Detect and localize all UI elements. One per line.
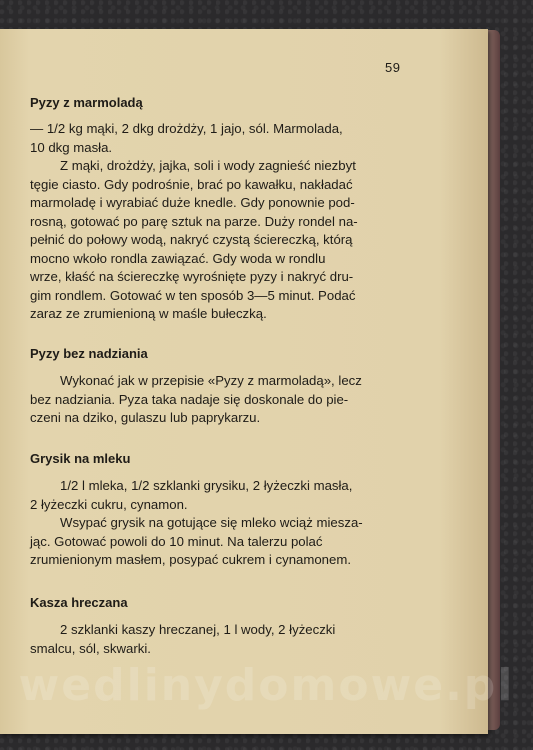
ingredients-paragraph <box>30 477 412 514</box>
instructions-paragraph <box>30 372 412 428</box>
text-line: wrze, kłaść na ściereczkę wyrośnięte pyzy i nakryć dru- <box>30 269 354 284</box>
text-line: rosną, gotować po parę sztuk na parze. Duży rondel na- <box>30 213 358 229</box>
text-line: 2 łyżeczki cukru, cynamon. <box>30 496 188 512</box>
text-line: Z mąki, drożdży, jajka, soli i wody zagnieść niezbyt <box>60 158 356 173</box>
text-line: 10 dkg masła. <box>30 139 113 155</box>
ingredients-paragraph <box>30 621 412 658</box>
text-line: zrumienionym masłem, posypać cukrem i cynamonem. <box>30 552 352 567</box>
text-line: smalcu, sól, skwarki. <box>30 640 151 656</box>
page-number: 59 <box>385 60 401 75</box>
text-line: gim rondlem. Gotować w ten sposób 3—5 minut. Podać <box>30 287 356 303</box>
text-line: 2 szklanki kaszy hreczanej, 1 l wody, 2 łyżeczki <box>60 622 336 637</box>
text-line: bez nadziania. Pyza taka nadaje się doskonale do pie- <box>30 391 349 407</box>
ingredients-paragraph <box>30 120 412 157</box>
recipe-title-pyzy-z-marmolada: Pyzy z marmoladą <box>30 95 143 110</box>
recipe-title-pyzy-bez-nadziania: Pyzy bez nadziania <box>30 346 148 361</box>
text-line: marmoladę i wyrabiać duże knedle. Gdy ponownie pod- <box>30 195 355 210</box>
text-line: jąc. Gotować powoli do 10 minut. Na talerzu polać <box>30 533 323 549</box>
recipe-title-grysik-na-mleku: Grysik na mleku <box>30 451 131 466</box>
text-line: tęgie ciasto. Gdy podrośnie, brać po kawałku, nakładać <box>30 176 353 192</box>
instructions-paragraph <box>30 157 412 324</box>
text-line: czeni na dziko, gulaszu lub paprykarzu. <box>30 410 261 425</box>
site-watermark: wedlinydomowe.pl <box>18 660 515 711</box>
text-line: Wykonać jak w przepisie «Pyzy z marmoladą», lecz <box>60 373 362 388</box>
instructions-paragraph <box>30 514 412 570</box>
book-page <box>0 29 488 734</box>
text-line: — 1/2 kg mąki, 2 dkg drożdży, 1 jajo, sól. Marmolada, <box>30 121 343 136</box>
text-line: mocno wkoło rondla zawiązać. Gdy woda w rondlu <box>30 250 326 266</box>
text-line: zaraz ze zrumienioną w maśle bułeczką. <box>30 306 267 321</box>
text-line: 1/2 l mleka, 1/2 szklanki grysiku, 2 łyżeczki masła, <box>60 478 353 493</box>
recipe-title-kasza-hreczana: Kasza hreczana <box>30 595 128 610</box>
text-line: pełnić do połowy wodą, nakryć czystą ściereczką, którą <box>30 232 353 247</box>
text-line: Wsypać grysik na gotujące się mleko wciąż mieszа- <box>60 515 363 530</box>
